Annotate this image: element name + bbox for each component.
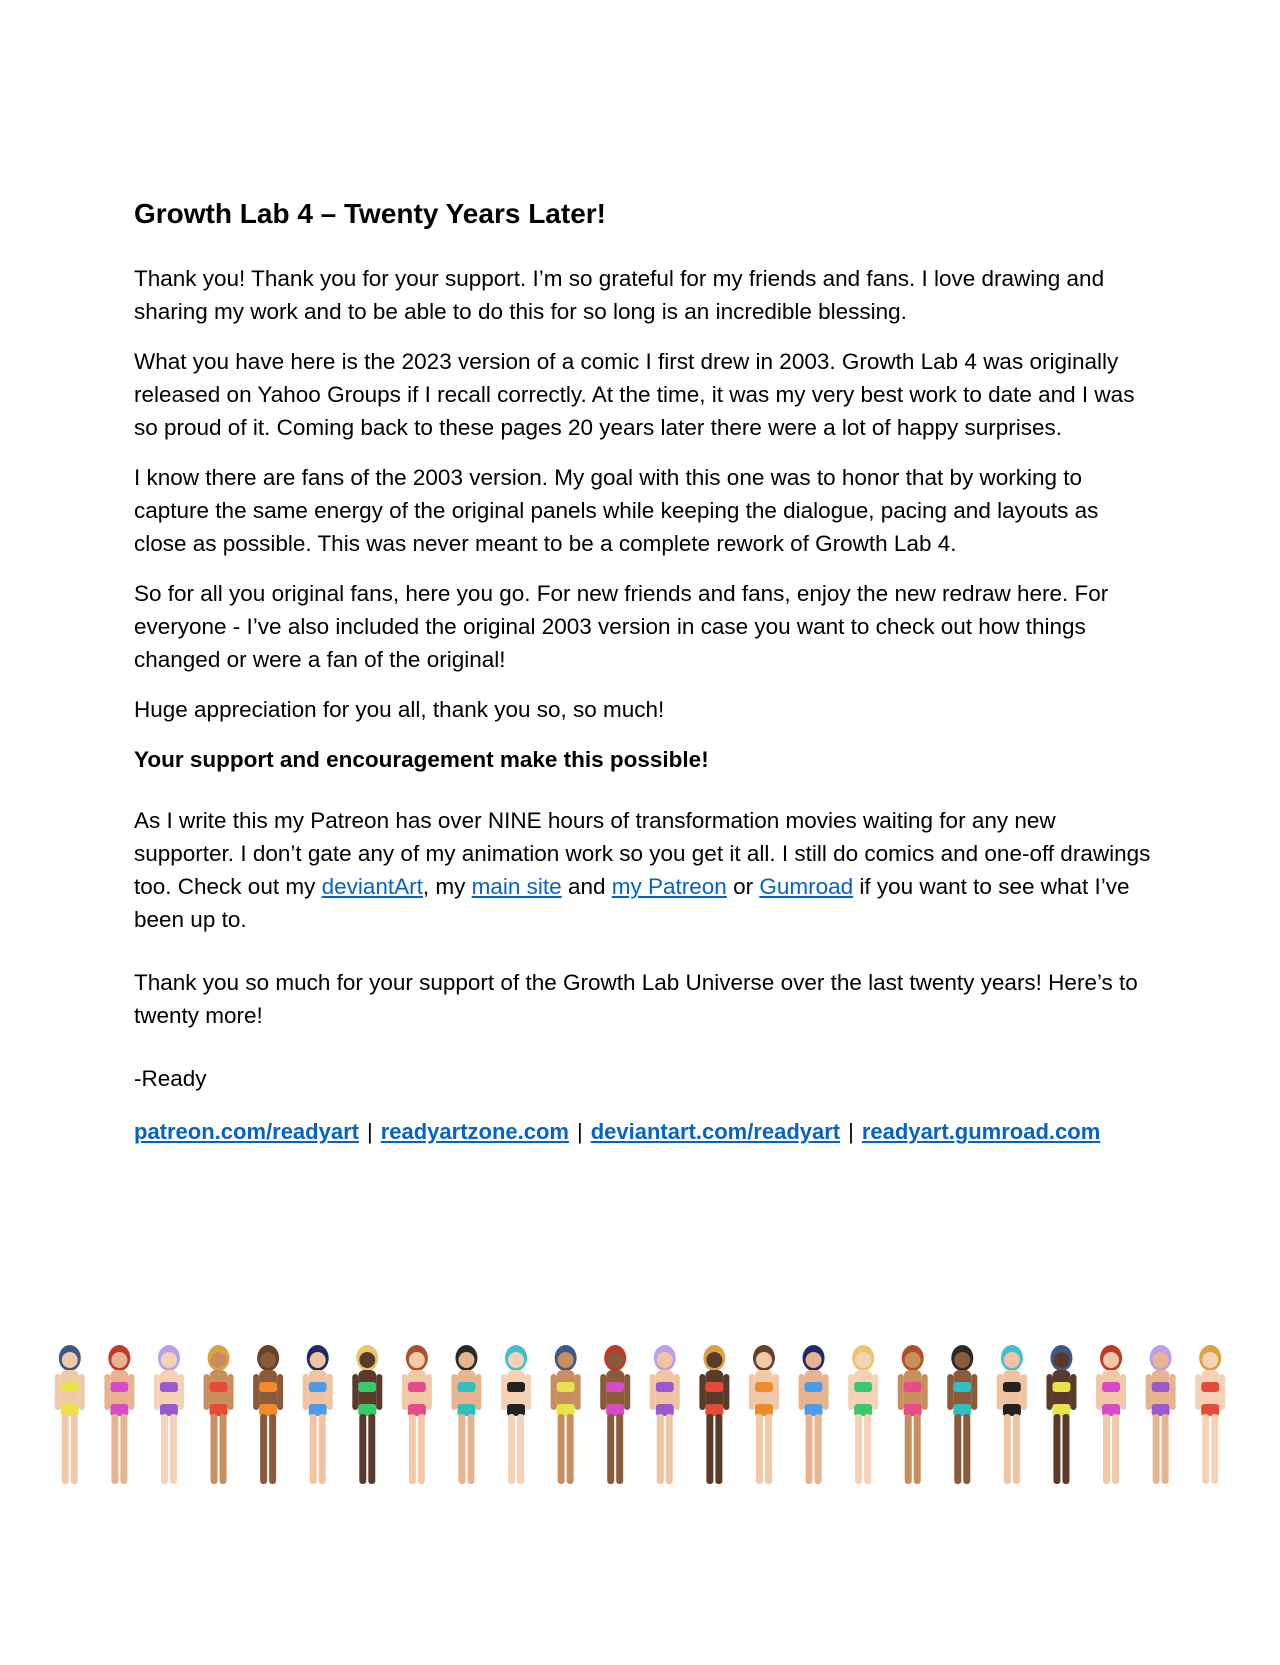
character-figure	[699, 1345, 729, 1484]
character-figure	[799, 1345, 829, 1484]
character-figure	[154, 1345, 184, 1484]
character-figure	[1096, 1345, 1126, 1484]
character-figure	[600, 1345, 630, 1484]
footer-link-readyartzone[interactable]: readyartzone.com	[380, 1119, 569, 1144]
character-figure	[1046, 1345, 1076, 1484]
character-figure	[253, 1345, 283, 1484]
character-figure	[402, 1345, 432, 1484]
gumroad-link[interactable]: Gumroad	[759, 874, 854, 899]
page-title: Growth Lab 4 – Twenty Years Later!	[134, 198, 606, 229]
character-figure	[1146, 1345, 1176, 1484]
patreon-text-start: As I write this my Patreon has over NINE hours of transformation movies waiting for any new supporter. I don’t gate any of my animation work so you get it all. I still do comics and one-off drawings too. Check out my	[134, 808, 1151, 899]
support-headline: Your support and encouragement make this possible!	[134, 747, 709, 772]
letter-body	[134, 196, 1154, 1149]
paragraph-history: What you have here is the 2023 version of a comic I first drew in 2003. Growth Lab 4 was originally released on Yahoo Groups if I recall correctly. At the time, it was my very best work to date and I was so proud of it. Coming back to these pages 20 years later there were a lot of happy surprises.	[134, 349, 1135, 440]
character-figure	[650, 1345, 680, 1484]
separator: |	[848, 1119, 854, 1144]
patreon-text-mid3: or	[726, 874, 760, 899]
character-lineup-illustration	[45, 1340, 1235, 1500]
character-figure	[947, 1345, 977, 1484]
character-figure	[104, 1345, 134, 1484]
character-figure	[749, 1345, 779, 1484]
patreon-text-end: if you want to see what I’ve been up to.	[134, 874, 1130, 932]
character-figure	[451, 1345, 481, 1484]
paragraph-closing: Thank you so much for your support of the Growth Lab Universe over the last twenty years! Here’s to twenty more!	[134, 970, 1138, 1028]
deviantart-link[interactable]: deviantArt	[321, 874, 423, 899]
character-figure	[898, 1345, 928, 1484]
paragraph-appreciation: Huge appreciation for you all, thank you so, so much!	[134, 697, 665, 722]
character-figure	[997, 1345, 1027, 1484]
patreon-text-mid1: , my	[422, 874, 472, 899]
character-figure	[848, 1345, 878, 1484]
character-figure	[55, 1345, 85, 1484]
separator: |	[366, 1119, 373, 1144]
paragraph-new-redraw: So for all you original fans, here you go. For new friends and fans, enjoy the new redraw here. For everyone - I’ve also included the original 2003 version in case you want to check out how things changed or were a fan of the original!	[134, 581, 1109, 672]
character-figure	[551, 1345, 581, 1484]
main-site-link[interactable]: main site	[471, 874, 562, 899]
character-figure	[303, 1345, 333, 1484]
character-figure	[352, 1345, 382, 1484]
patreon-link[interactable]: my Patreon	[611, 874, 727, 899]
character-figure	[501, 1345, 531, 1484]
paragraph-fans-2003: I know there are fans of the 2003 version. My goal with this one was to honor that by working to capture the same energy of the original panels while keeping the dialogue, pacing and layouts as close as possible. This was never meant to be a complete rework of Growth Lab 4.	[134, 465, 1099, 556]
paragraph-patreon	[134, 804, 1154, 936]
footer-link-gumroad[interactable]: readyart.gumroad.com	[861, 1119, 1101, 1144]
footer-links	[134, 1115, 1154, 1149]
character-figure	[1195, 1345, 1225, 1484]
paragraph-thanks: Thank you! Thank you for your support. I’m so grateful for my friends and fans. I love drawing and sharing my work and to be able to do this for so long is an incredible blessing.	[134, 266, 1105, 324]
patreon-text-mid2: and	[561, 874, 612, 899]
footer-link-deviantart[interactable]: deviantart.com/readyart	[590, 1119, 841, 1144]
separator: |	[576, 1119, 583, 1144]
character-figure	[204, 1345, 234, 1484]
signature: -Ready	[134, 1066, 207, 1091]
footer-link-patreon[interactable]: patreon.com/readyart	[134, 1119, 359, 1144]
